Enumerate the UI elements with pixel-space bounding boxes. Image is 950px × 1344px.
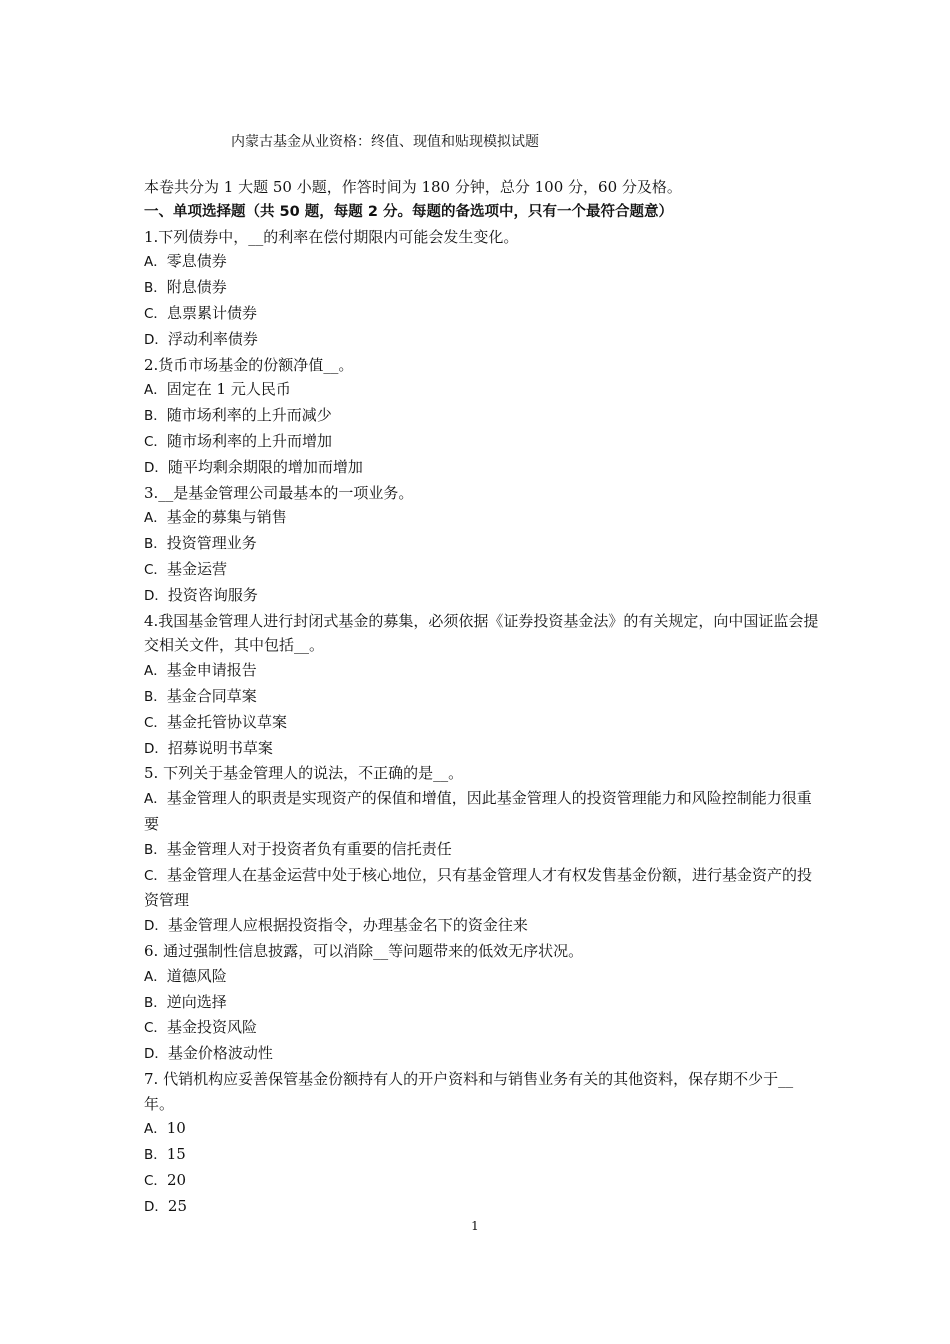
- option-letter: D．: [144, 587, 168, 604]
- option-letter: D．: [144, 459, 168, 476]
- option-text: 基金价格波动性: [167, 1044, 273, 1063]
- answer-option: [144, 1142, 820, 1168]
- answer-option: [144, 1116, 820, 1142]
- option-text: 10: [166, 1119, 186, 1138]
- answer-option: [144, 913, 820, 939]
- option-letter: D．: [144, 1198, 168, 1215]
- question-stem: 5. 下列关于基金管理人的说法，不正确的是__。: [144, 764, 464, 783]
- option-text: 基金管理人对于投资者负有重要的信托责任: [166, 839, 452, 858]
- option-text: 基金的募集与销售: [166, 508, 287, 527]
- option-text: 20: [166, 1171, 187, 1190]
- option-text: 基金运营: [166, 559, 227, 578]
- option-letter: B．: [144, 1147, 167, 1164]
- option-text: 15: [166, 1145, 186, 1164]
- exam-intro: 本卷共分为 1 大题 50 小题，作答时间为 180 分钟，总分 100 分，60 分及格。: [144, 178, 682, 196]
- answer-option: [144, 429, 820, 455]
- answer-option: [144, 301, 820, 327]
- question-stem: 7. 代销机构应妥善保管基金份额持有人的开户资料和与销售业务有关的其他资料，保存期不少于__年。: [144, 1069, 794, 1113]
- answer-option: [144, 327, 820, 353]
- option-letter: D．: [144, 740, 168, 757]
- option-letter: A．: [144, 791, 167, 808]
- option-letter: B．: [144, 841, 167, 858]
- option-text: 逆向选择: [166, 992, 227, 1011]
- answer-option: [144, 249, 820, 275]
- question-stem: 6. 通过强制性信息披露，可以消除__等问题带来的低效无序状况。: [144, 941, 584, 960]
- option-text: 浮动利率债券: [167, 329, 258, 348]
- question-stem: 1.下列债券中，__的利率在偿付期限内可能会发生变化。: [144, 227, 519, 246]
- answer-option: [144, 403, 820, 429]
- question-stem: 4.我国基金管理人进行封闭式基金的募集，必须依据《证券投资基金法》的有关规定，向中国证监会提交相关文件，其中包括__。: [144, 611, 819, 655]
- option-text: 招募说明书草案: [167, 738, 273, 757]
- answer-option: [144, 1015, 820, 1041]
- option-text: 25: [167, 1196, 187, 1215]
- option-letter: A．: [144, 1121, 167, 1138]
- option-letter: C．: [144, 1173, 167, 1190]
- option-text: 基金管理人在基金运营中处于核心地位，只有基金管理人才有权发售基金份额，进行基金资产的投资管理: [144, 865, 812, 910]
- option-text: 息票累计债券: [166, 303, 257, 322]
- option-letter: A．: [144, 382, 167, 399]
- option-letter: A．: [144, 968, 167, 985]
- answer-option: [144, 964, 820, 990]
- option-letter: C．: [144, 561, 167, 578]
- option-text: 随市场利率的上升而增加: [166, 431, 332, 450]
- answer-option: [144, 1194, 820, 1220]
- option-text: 基金合同草案: [166, 686, 257, 705]
- option-letter: C．: [144, 714, 167, 731]
- option-text: 基金申请报告: [166, 661, 257, 680]
- option-letter: D．: [144, 331, 168, 348]
- document-title: 内蒙古基金从业资格：终值、现值和贴现模拟试题: [231, 134, 539, 150]
- answer-option: [144, 684, 820, 710]
- option-letter: D．: [144, 918, 168, 935]
- question-list: [144, 225, 820, 1220]
- option-text: 附息债券: [166, 278, 227, 297]
- option-letter: A．: [144, 510, 167, 527]
- answer-option: [144, 1168, 820, 1194]
- option-letter: C．: [144, 1020, 167, 1037]
- option-text: 零息债券: [166, 252, 227, 271]
- option-text: 道德风险: [166, 966, 227, 985]
- answer-option: [144, 837, 820, 863]
- answer-option: [144, 658, 820, 684]
- answer-option: [144, 455, 820, 481]
- option-text: 基金管理人的职责是实现资产的保值和增值，因此基金管理人的投资管理能力和风险控制能力很重要: [144, 789, 812, 833]
- option-text: 基金托管协议草案: [166, 712, 287, 731]
- option-letter: A．: [144, 254, 167, 271]
- option-text: 随平均剩余期限的增加而增加: [167, 457, 363, 476]
- answer-option: [144, 505, 820, 531]
- option-letter: B．: [144, 688, 167, 705]
- option-text: 固定在 1 元人民币: [166, 380, 291, 399]
- option-letter: A．: [144, 663, 167, 680]
- option-text: 基金投资风险: [166, 1018, 257, 1037]
- answer-option: [144, 1041, 820, 1067]
- option-text: 基金管理人应根据投资指令，办理基金名下的资金往来: [167, 916, 528, 935]
- option-letter: B．: [144, 994, 167, 1011]
- option-text: 投资管理业务: [166, 534, 257, 553]
- document-body: [144, 175, 820, 1220]
- option-text: 投资咨询服务: [167, 585, 258, 604]
- question-stem: 2.货币市场基金的份额净值__。: [144, 355, 354, 374]
- answer-option: [144, 275, 820, 301]
- answer-option: [144, 863, 820, 914]
- option-letter: B．: [144, 408, 167, 425]
- answer-option: [144, 557, 820, 583]
- answer-option: [144, 710, 820, 736]
- answer-option: [144, 736, 820, 762]
- option-letter: B．: [144, 280, 167, 297]
- option-letter: D．: [144, 1046, 168, 1063]
- section-heading: 一、单项选择题（共 50 题，每题 2 分。每题的备选项中，只有一个最符合题意）: [144, 203, 673, 220]
- option-letter: C．: [144, 305, 167, 322]
- option-letter: B．: [144, 536, 167, 553]
- answer-option: [144, 377, 820, 403]
- page-number: 1: [471, 1219, 479, 1233]
- answer-option: [144, 786, 820, 837]
- option-letter: C．: [144, 867, 167, 884]
- question-stem: 3.__是基金管理公司最基本的一项业务。: [144, 483, 414, 502]
- answer-option: [144, 583, 820, 609]
- option-letter: C．: [144, 433, 167, 450]
- option-text: 随市场利率的上升而减少: [166, 406, 332, 425]
- answer-option: [144, 531, 820, 557]
- answer-option: [144, 990, 820, 1016]
